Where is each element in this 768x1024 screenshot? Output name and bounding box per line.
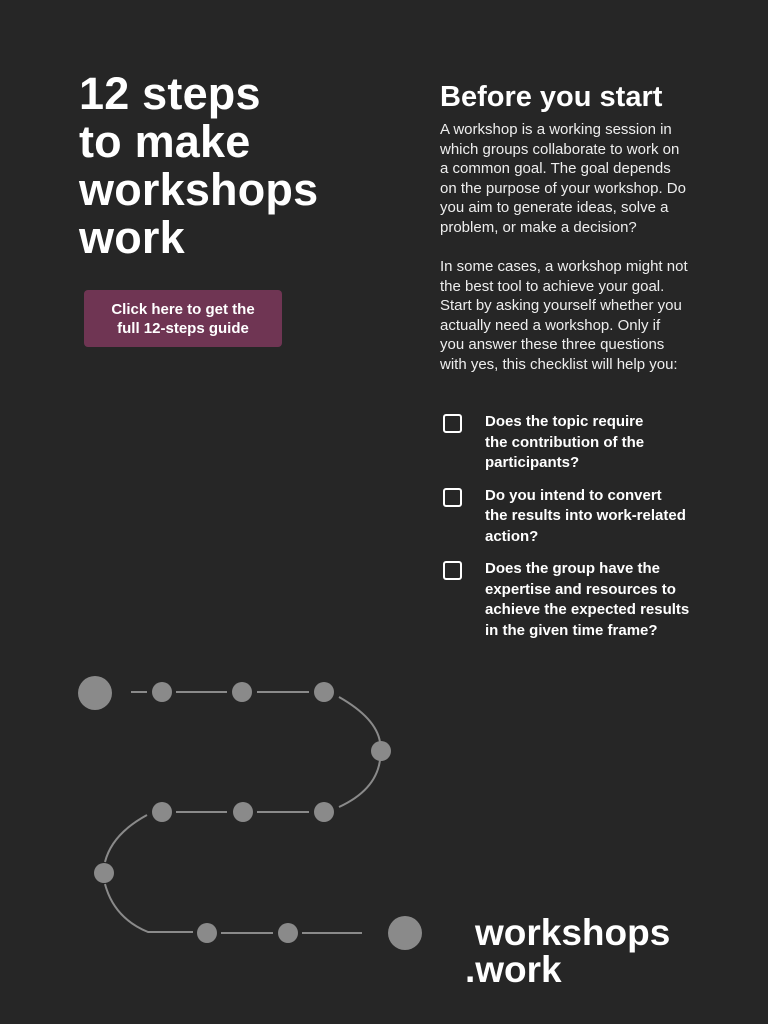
title-line: to make bbox=[79, 116, 251, 167]
intro-line: a common goal. The goal depends bbox=[440, 160, 671, 177]
checklist-line: participants? bbox=[485, 454, 580, 471]
step-dot-icon bbox=[152, 802, 172, 822]
step-dot-icon bbox=[233, 802, 253, 822]
checklist-line: action? bbox=[485, 527, 539, 545]
end-dot-icon bbox=[388, 916, 422, 950]
get-guide-button-label: Click here to get the bbox=[111, 300, 255, 318]
intro-line: Start by asking yourself whether you bbox=[440, 297, 682, 314]
step-dot-icon bbox=[371, 741, 391, 761]
title-line: 12 steps bbox=[79, 68, 261, 119]
checklist-line: achieve the expected results bbox=[485, 601, 690, 618]
step-dot-icon bbox=[314, 802, 334, 822]
step-dot-icon bbox=[278, 923, 298, 943]
intro-line: problem, or make a decision? bbox=[440, 218, 637, 236]
checklist-line: Does the topic require bbox=[485, 413, 644, 430]
title-line: workshops bbox=[79, 164, 319, 215]
path-steps bbox=[78, 676, 422, 950]
checklist-line: expertise and resources to bbox=[485, 580, 676, 598]
title-line: work bbox=[79, 212, 185, 263]
checklist-line: in the given time frame? bbox=[485, 621, 658, 639]
intro-line: you answer these three questions bbox=[440, 336, 665, 353]
intro-line: you aim to generate ideas, solve a bbox=[440, 199, 669, 216]
intro-line: which groups collaborate to work on bbox=[440, 140, 680, 158]
step-dot-icon bbox=[94, 863, 114, 883]
start-dot-icon bbox=[78, 676, 112, 710]
step-dot-icon bbox=[152, 682, 172, 702]
checklist-line: Do you intend to convert bbox=[485, 486, 662, 504]
logo-line: .work bbox=[465, 949, 562, 990]
intro-line: A workshop is a working session in bbox=[440, 121, 672, 138]
checklist-line: the contribution of the bbox=[485, 433, 645, 451]
step-dot-icon bbox=[314, 682, 334, 702]
step-dot-icon bbox=[232, 682, 252, 702]
intro-line: on the purpose of your workshop. Do bbox=[440, 179, 686, 197]
intro-line: the best tool to achieve your goal. bbox=[440, 277, 665, 295]
logo bbox=[465, 914, 670, 988]
intro-line: with yes, this checklist will help you: bbox=[440, 355, 678, 373]
checklist-line: Does the group have the bbox=[485, 560, 661, 577]
intro-heading: Before you start bbox=[440, 81, 663, 113]
intro-line: In some cases, a workshop might not bbox=[440, 258, 688, 275]
checklist-line: the results into work-related bbox=[485, 507, 686, 524]
logo-line: workshops bbox=[475, 912, 671, 953]
intro-line: actually need a workshop. Only if bbox=[440, 316, 661, 334]
get-guide-button-label: full 12-steps guide bbox=[117, 319, 249, 337]
step-dot-icon bbox=[197, 923, 217, 943]
